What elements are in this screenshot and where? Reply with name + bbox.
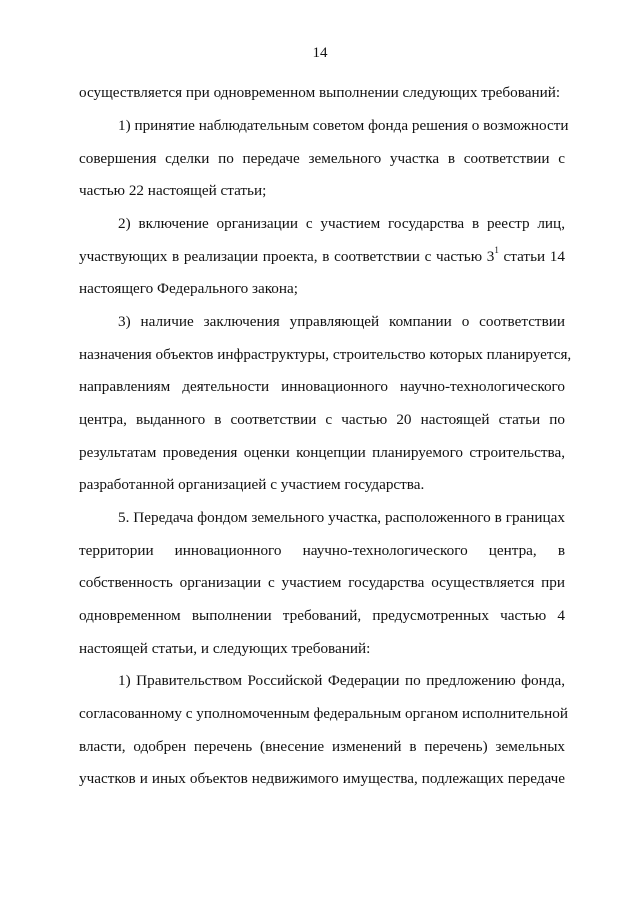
text-line: собственность организации с участием государства осуществляется при — [79, 574, 565, 591]
text-line: совершения сделки по передаче земельного участка в соответствии с — [79, 150, 565, 167]
text-line: результатам проведения оценки концепции планируемого строительства, — [79, 444, 565, 461]
text-line: настоящего Федерального закона; — [79, 280, 298, 297]
page-number: 14 — [312, 45, 328, 61]
text-line: назначения объектов инфраструктуры, строительство которых планируется, — [79, 346, 572, 363]
text-line — [79, 244, 565, 266]
text-line: 2) включение организации с участием государства в реестр лиц, — [118, 215, 565, 232]
superscript: 1 — [494, 244, 499, 255]
text-line: согласованному с уполномоченным федеральным органом исполнительной — [79, 705, 568, 722]
text-line: 1) Правительством Российской Федерации по предложению фонда, — [118, 672, 565, 689]
text-line: одновременном выполнении требований, предусмотренных частью 4 — [79, 607, 565, 624]
text-line: территории инновационного научно-технологического центра, в — [79, 542, 565, 559]
text-line: осуществляется при одновременном выполнении следующих требований: — [79, 84, 561, 101]
text-line: участков и иных объектов недвижимого имущества, подлежащих передаче — [79, 770, 565, 787]
text-span: участвующих в реализации проекта, в соответствии с частью 3 — [79, 248, 495, 265]
text-line: 1) принятие наблюдательным советом фонда решения о возможности — [118, 117, 569, 134]
text-span: статьи 14 — [498, 248, 565, 265]
text-line: 5. Передача фондом земельного участка, расположенного в границах — [118, 509, 565, 526]
text-line: настоящей статьи, и следующих требований: — [79, 640, 371, 657]
text-line: частью 22 настоящей статьи; — [79, 182, 267, 199]
text-line: власти, одобрен перечень (внесение изменений в перечень) земельных — [79, 738, 565, 755]
text-line: разработанной организацией с участием государства. — [79, 476, 425, 493]
text-line: 3) наличие заключения управляющей компании о соответствии — [118, 313, 565, 330]
text-line: центра, выданного в соответствии с частью 20 настоящей статьи по — [79, 411, 565, 428]
text-line: направлениям деятельности инновационного научно-технологического — [79, 378, 565, 395]
